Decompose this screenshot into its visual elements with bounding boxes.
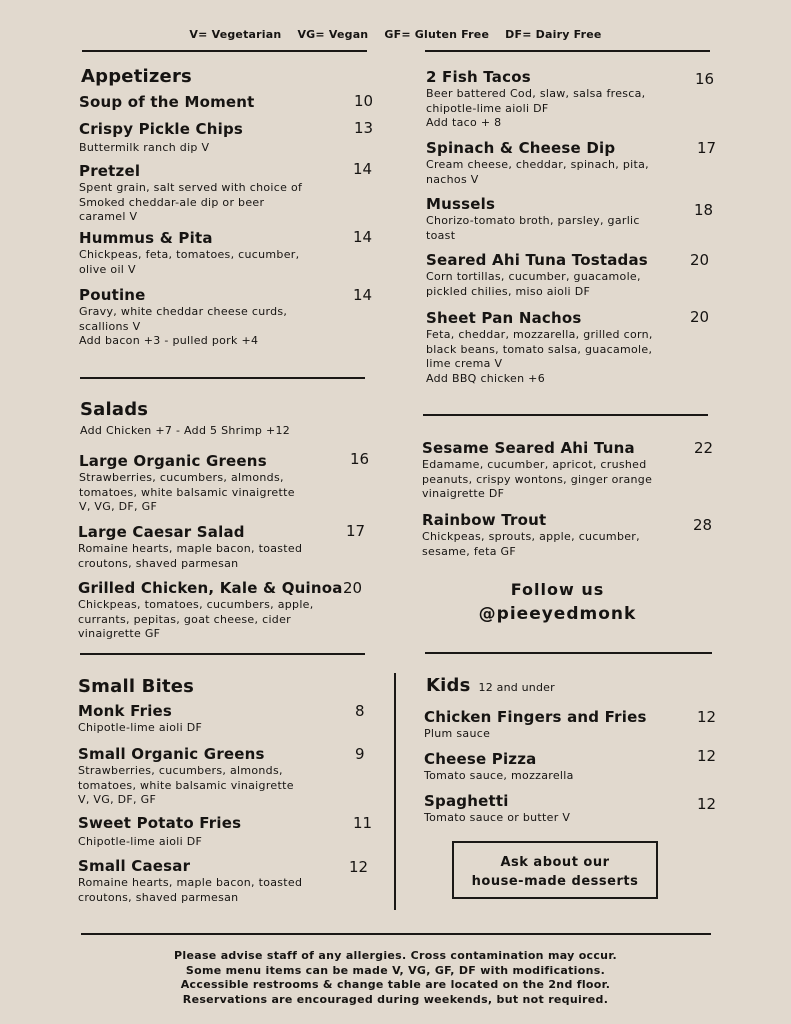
legend-vegan: VG= Vegan [297, 28, 369, 41]
item-desc: toast [426, 228, 456, 242]
item-desc: Chickpeas, tomatoes, cucumbers, apple, [78, 598, 314, 611]
item-price: 14 [353, 286, 373, 304]
item-desc: croutons, shaved parmesan [78, 890, 239, 904]
item-desc: V, VG, DF, GF [78, 793, 157, 806]
menu-item [426, 309, 653, 386]
item-desc: Chorizo-tomato broth, parsley, garlic [426, 214, 640, 227]
desserts-line-1: Ask about our [500, 855, 610, 870]
item-desc: Add BBQ chicken +6 [426, 371, 545, 385]
item-price: 14 [353, 160, 373, 178]
menu-item [78, 857, 302, 905]
menu-item [426, 251, 648, 299]
item-desc: Strawberries, cucumbers, almonds, [78, 764, 283, 777]
legend-dairy-free: DF= Dairy Free [505, 28, 602, 41]
item-desc: Plum sauce [424, 727, 491, 740]
item-price: 8 [355, 702, 365, 720]
item-name: Chicken Fingers and Fries [424, 708, 647, 726]
item-desc: Tomato sauce or butter V [424, 811, 571, 824]
salads-title: Salads [80, 399, 149, 420]
desserts-line-2: house-made desserts [471, 874, 639, 889]
item-desc: vinaigrette DF [422, 487, 505, 500]
divider [82, 50, 367, 52]
item-desc: peanuts, crispy wontons, ginger orange [422, 472, 653, 486]
kids-subtitle: 12 and under [478, 681, 555, 694]
item-desc: Gravy, white cheddar cheese curds, [79, 305, 288, 318]
menu-item [426, 139, 649, 187]
small-bites-title: Small Bites [78, 676, 195, 697]
menu-item [78, 814, 241, 850]
menu-item [426, 195, 640, 243]
desserts-callout-box [452, 841, 658, 899]
divider [80, 653, 365, 655]
kids-title [426, 675, 555, 696]
legend-gluten-free: GF= Gluten Free [384, 28, 490, 41]
item-desc: Chipotle-lime aioli DF [78, 835, 203, 848]
item-price: 20 [690, 251, 710, 269]
item-desc: Strawberries, cucumbers, almonds, [79, 471, 284, 484]
item-price: 9 [355, 745, 365, 763]
menu-item [422, 511, 640, 559]
item-desc: Romaine hearts, maple bacon, toasted [78, 876, 303, 889]
divider [425, 652, 712, 654]
item-desc: Corn tortillas, cucumber, guacamole, [426, 270, 641, 283]
item-price: 28 [693, 516, 713, 534]
menu-item [79, 162, 302, 225]
item-desc: Add bacon +3 - pulled pork +4 [79, 334, 259, 347]
item-desc: Beer battered Cod, slaw, salsa fresca, [426, 87, 646, 100]
item-price: 14 [353, 228, 373, 246]
menu-item [426, 68, 645, 131]
item-desc: Buttermilk ranch dip V [79, 141, 210, 154]
menu-item [78, 579, 343, 642]
item-name: Seared Ahi Tuna Tostadas [426, 251, 648, 269]
item-desc: Cream cheese, cheddar, spinach, pita, [426, 158, 649, 171]
item-desc: croutons, shaved parmesan [78, 556, 239, 570]
item-name: Large Caesar Salad [78, 523, 245, 541]
item-price: 17 [697, 139, 717, 157]
item-name: Soup of the Moment [79, 93, 255, 111]
item-price: 20 [343, 579, 363, 597]
appetizers-title: Appetizers [81, 66, 192, 87]
item-name: Poutine [79, 286, 146, 304]
item-name: Large Organic Greens [79, 452, 267, 470]
follow-us-label: Follow us [510, 580, 605, 599]
item-desc: Add taco + 8 [426, 116, 502, 129]
footer-notes [0, 949, 791, 1007]
item-desc: sesame, feta GF [422, 544, 516, 558]
item-name: Crispy Pickle Chips [79, 120, 244, 138]
item-desc: Chipotle-lime aioli DF [78, 721, 203, 734]
item-desc: tomatoes, white balsamic vinaigrette [78, 778, 294, 792]
item-desc: currants, pepitas, goat cheese, cider [78, 612, 291, 626]
item-price: 13 [354, 119, 374, 137]
item-desc: vinaigrette GF [78, 627, 161, 640]
item-desc: Spent grain, salt served with choice of [79, 181, 303, 194]
divider [425, 50, 710, 52]
item-desc: nachos V [426, 172, 479, 186]
menu-item [422, 439, 652, 502]
social-handle: @pieeyedmonk [478, 604, 637, 624]
item-desc: lime crema V [426, 357, 503, 370]
legend-vegetarian: V= Vegetarian [189, 28, 282, 41]
item-price: 11 [353, 814, 373, 832]
item-name: Sheet Pan Nachos [426, 309, 582, 327]
item-desc: Chickpeas, feta, tomatoes, cucumber, [79, 248, 300, 261]
item-name: Pretzel [79, 162, 141, 180]
item-desc: Chickpeas, sprouts, apple, cucumber, [422, 530, 640, 543]
menu-item [79, 286, 287, 349]
item-name: Rainbow Trout [422, 511, 547, 529]
item-desc: black beans, tomato salsa, guacamole, [426, 342, 653, 356]
item-desc: Romaine hearts, maple bacon, toasted [78, 542, 303, 555]
item-price: 17 [346, 522, 366, 540]
item-name: Small Caesar [78, 857, 191, 875]
item-desc: olive oil V [79, 262, 136, 276]
item-name: Cheese Pizza [424, 750, 537, 768]
item-desc: Edamame, cucumber, apricot, crushed [422, 458, 647, 471]
item-price: 12 [697, 708, 717, 726]
divider [81, 933, 711, 935]
item-desc: tomatoes, white balsamic vinaigrette [79, 485, 295, 499]
item-name: Small Organic Greens [78, 745, 265, 763]
vertical-divider [394, 673, 396, 910]
menu-item [79, 93, 255, 111]
item-name: 2 Fish Tacos [426, 68, 531, 86]
menu-item [424, 792, 570, 826]
menu-item [79, 229, 299, 277]
item-desc: Feta, cheddar, mozzarella, grilled corn, [426, 328, 653, 341]
item-price: 12 [697, 747, 717, 765]
item-name: Sesame Seared Ahi Tuna [422, 439, 635, 457]
item-price: 12 [697, 795, 717, 813]
item-name: Hummus & Pita [79, 229, 213, 247]
footer-line: Accessible restrooms & change table are located on the 2nd floor. [180, 978, 611, 992]
item-price: 16 [350, 450, 370, 468]
menu-item [79, 120, 243, 156]
menu-item [424, 708, 647, 742]
item-price: 16 [695, 70, 715, 88]
kids-title-text: Kids [426, 675, 471, 696]
item-price: 12 [349, 858, 369, 876]
divider [80, 377, 365, 379]
item-desc: caramel V [79, 210, 138, 223]
item-desc: pickled chilies, miso aioli DF [426, 284, 591, 298]
item-name: Spaghetti [424, 792, 509, 810]
item-desc: Tomato sauce, mozzarella [424, 769, 574, 782]
footer-line: Some menu items can be made V, VG, GF, DF with modifications. [185, 963, 606, 977]
salads-add-on-note: Add Chicken +7 - Add 5 Shrimp +12 [80, 424, 291, 437]
item-price: 10 [354, 92, 374, 110]
menu-item [78, 745, 294, 808]
item-name: Monk Fries [78, 702, 173, 720]
item-price: 18 [694, 201, 714, 219]
item-name: Mussels [426, 195, 496, 213]
item-price: 20 [690, 308, 710, 326]
item-desc: Smoked cheddar-ale dip or beer [79, 195, 265, 209]
item-desc: V, VG, DF, GF [79, 500, 158, 513]
footer-line: Reservations are encouraged during weekends, but not required. [182, 992, 609, 1006]
menu-item [79, 452, 295, 515]
divider [423, 414, 708, 416]
menu-item [78, 702, 202, 736]
menu-item [424, 750, 574, 784]
item-price: 22 [694, 439, 714, 457]
item-desc: chipotle-lime aioli DF [426, 101, 549, 115]
item-name: Grilled Chicken, Kale & Quinoa [78, 579, 343, 597]
item-name: Spinach & Cheese Dip [426, 139, 616, 157]
footer-line: Please advise staff of any allergies. Cross contamination may occur. [174, 949, 617, 962]
menu-item [78, 523, 302, 571]
item-desc: scallions V [79, 319, 141, 333]
dietary-legend [0, 28, 791, 41]
item-name: Sweet Potato Fries [78, 814, 242, 832]
